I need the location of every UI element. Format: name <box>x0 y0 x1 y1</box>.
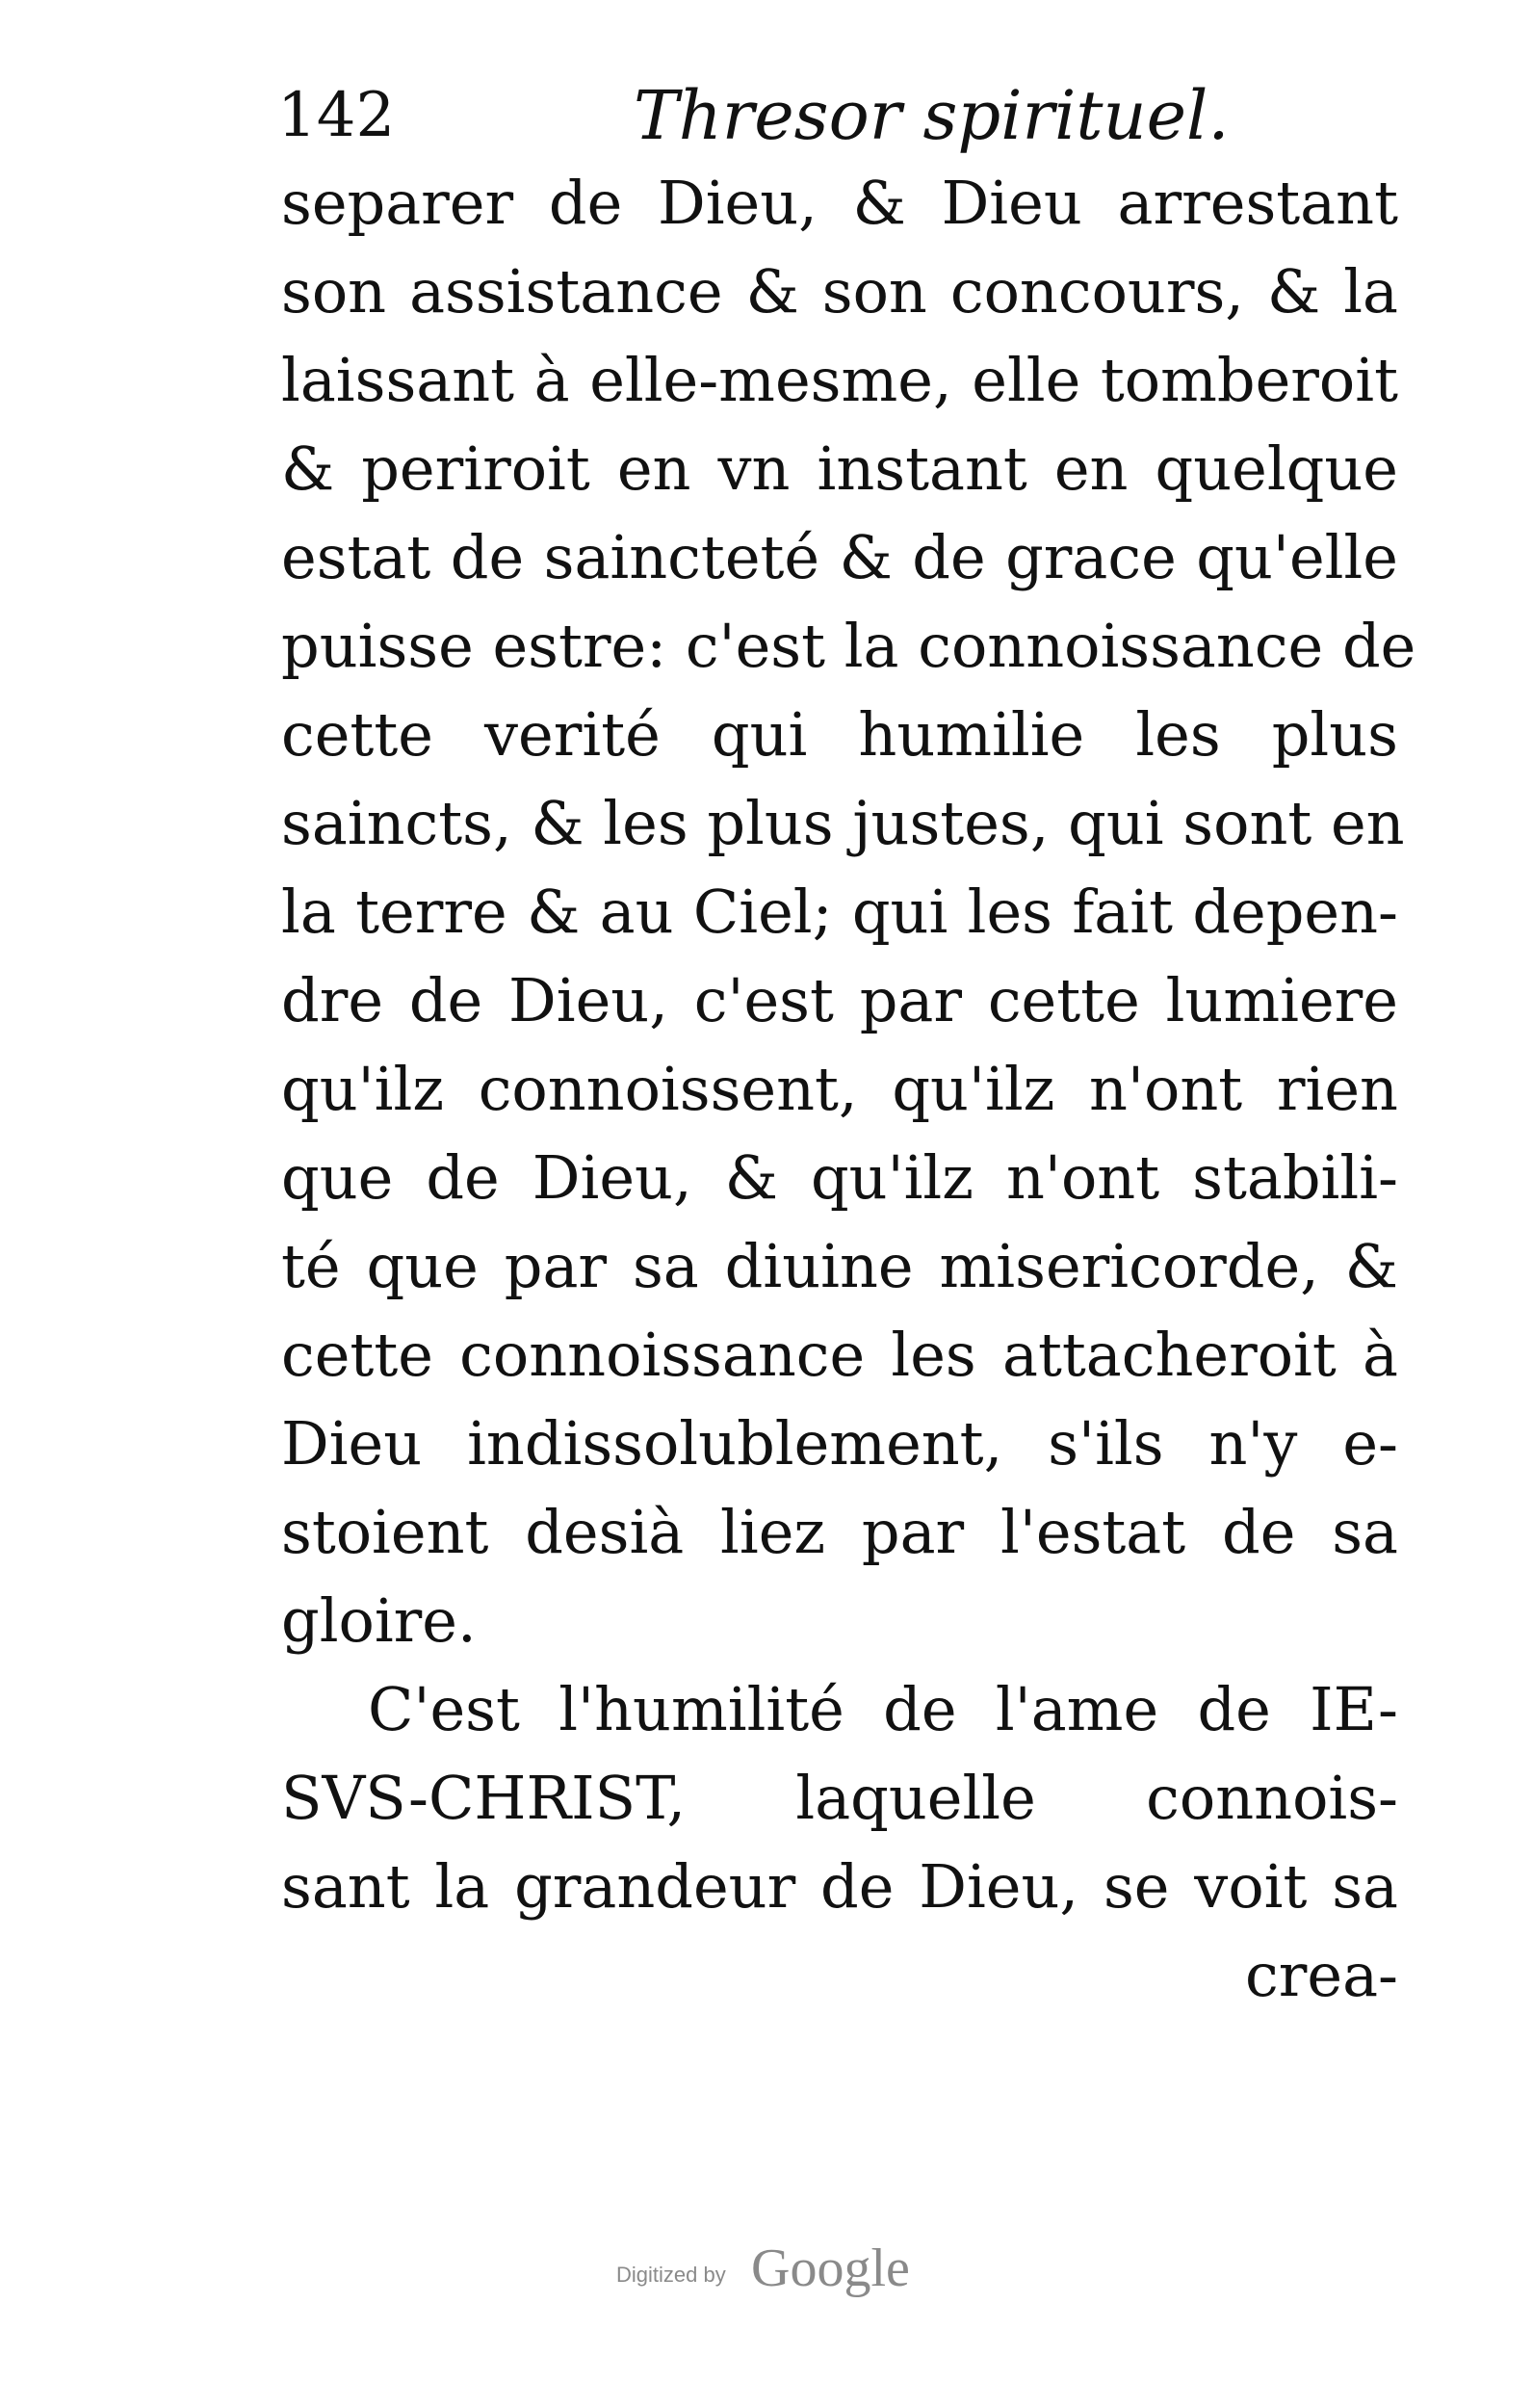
text-line: C'est l'humilité de l'ame de IE- <box>368 1674 1398 1744</box>
text-line: saincts, & les plus justes, qui sont en <box>281 788 1405 858</box>
text-line: té que par sa diuine misericorde, & <box>281 1231 1398 1301</box>
text-line: SVS-CHRIST, laquelle connois- <box>281 1763 1398 1833</box>
text-line: cette verité qui humilie les plus <box>281 699 1398 770</box>
google-logo: Google <box>751 2238 910 2298</box>
text-line: que de Dieu, & qu'ilz n'ont stabili- <box>281 1142 1398 1213</box>
body-text <box>281 159 1416 2020</box>
text-line: Dieu indissolublement, s'ils n'y e- <box>281 1408 1398 1479</box>
text-line: qu'ilz connoissent, qu'ilz n'ont rien <box>281 1054 1398 1124</box>
text-line: sant la grandeur de Dieu, se voit sa <box>281 1851 1398 1922</box>
text-line: cette connoissance les attacheroit à <box>281 1320 1398 1390</box>
catchword: crea- <box>1245 1940 1398 2010</box>
text-line: & periroit en vn instant en quelque <box>281 433 1398 504</box>
text-line: dre de Dieu, c'est par cette lumiere <box>281 965 1398 1035</box>
page-number: 142 <box>277 80 396 151</box>
text-line: stoient desià liez par l'estat de sa <box>281 1497 1398 1567</box>
text-line: separer de Dieu, & Dieu arrestant <box>281 168 1398 238</box>
paragraph-2 <box>281 1665 1398 1931</box>
text-line: estat de saincteté & de grace qu'elle <box>281 522 1398 592</box>
digitized-by-text: Digitized by <box>616 2263 726 2287</box>
paragraph-1 <box>281 159 1416 1665</box>
text-line: gloire. <box>281 1585 477 1656</box>
text-line: laissant à elle-mesme, elle tomberoit <box>281 345 1398 415</box>
text-line: puisse estre: c'est la connoissance de <box>281 611 1416 681</box>
text-line: la terre & au Ciel; qui les fait depen- <box>281 877 1398 947</box>
text-line: son assistance & son concours, & la <box>281 256 1398 327</box>
running-title: Thresor spirituel. <box>634 76 1230 155</box>
digitized-footer <box>616 2239 1021 2307</box>
running-head <box>277 67 1394 164</box>
